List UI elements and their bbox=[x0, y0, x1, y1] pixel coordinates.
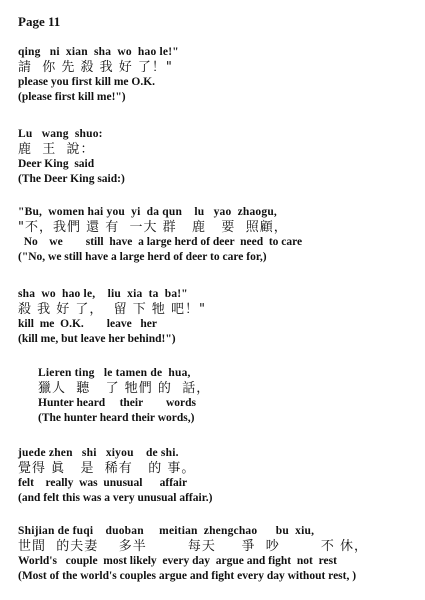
chinese-line: 鹿 王 說： bbox=[18, 142, 95, 157]
chinese-line: 殺 我 好 了， 留 下 牠 吧！" bbox=[18, 302, 207, 317]
verse-block-4 bbox=[18, 287, 423, 347]
gloss-line: Hunter heard their words bbox=[38, 397, 197, 409]
translation-line: ("No, we still have a large herd of deer to care for,) bbox=[18, 251, 267, 263]
chinese-line: "不，我們 還 有 一大 群 鹿 要 照顧， bbox=[18, 220, 288, 235]
chinese-line: 請 你 先 殺 我 好 了！" bbox=[18, 60, 173, 75]
gloss-line: please you first kill me O.K. bbox=[18, 76, 156, 88]
verse-block-5 bbox=[38, 366, 425, 426]
gloss-line: felt really was unusual affair bbox=[18, 477, 188, 489]
pinyin-line: Shijian de fuqi duoban meitian zhengchao bu xiu, bbox=[18, 525, 315, 537]
verse-block-1 bbox=[18, 45, 423, 105]
pinyin-line: sha wo hao le, liu xia ta ba!" bbox=[18, 288, 188, 300]
translation-line: (The hunter heard their words,) bbox=[38, 412, 195, 424]
verse-block-2 bbox=[18, 127, 423, 187]
gloss-line: Deer King said bbox=[18, 158, 95, 170]
verse-block-6 bbox=[18, 446, 423, 506]
pinyin-line: Lieren ting le tamen de hua, bbox=[38, 367, 191, 379]
translation-line: (Most of the world's couples argue and fight every day without rest, ) bbox=[18, 570, 357, 582]
translation-line: (The Deer King said:) bbox=[18, 173, 125, 185]
chinese-line: 覺得 眞 是 稀有 的 事。 bbox=[18, 461, 196, 476]
pinyin-line: "Bu, women hai you yi da qun lu yao zhaogu, bbox=[18, 206, 277, 218]
pinyin-line: juede zhen shi xiyou de shi. bbox=[18, 447, 179, 459]
translation-line: (please first kill me!") bbox=[18, 91, 126, 103]
gloss-line: kill me O.K. leave her bbox=[18, 318, 157, 330]
pinyin-line: Lu wang shuo: bbox=[18, 128, 103, 140]
verse-block-7 bbox=[18, 524, 423, 584]
chinese-line: 世間 的夫妻 多半 每天 爭 吵 不 休， bbox=[18, 539, 368, 554]
gloss-line: No we still have a large herd of deer need to care bbox=[18, 236, 303, 248]
translation-line: (and felt this was a very unusual affair.) bbox=[18, 492, 213, 504]
chinese-line: 獵人 聽 了 牠們 的 話， bbox=[38, 381, 211, 396]
gloss-line: World's couple most likely every day argue and fight not rest bbox=[18, 555, 337, 567]
pinyin-line: qing ni xian sha wo hao le!" bbox=[18, 46, 179, 58]
verse-block-3 bbox=[18, 205, 423, 265]
translation-line: (kill me, but leave her behind!") bbox=[18, 333, 176, 345]
page-number: Page 11 bbox=[18, 14, 61, 29]
